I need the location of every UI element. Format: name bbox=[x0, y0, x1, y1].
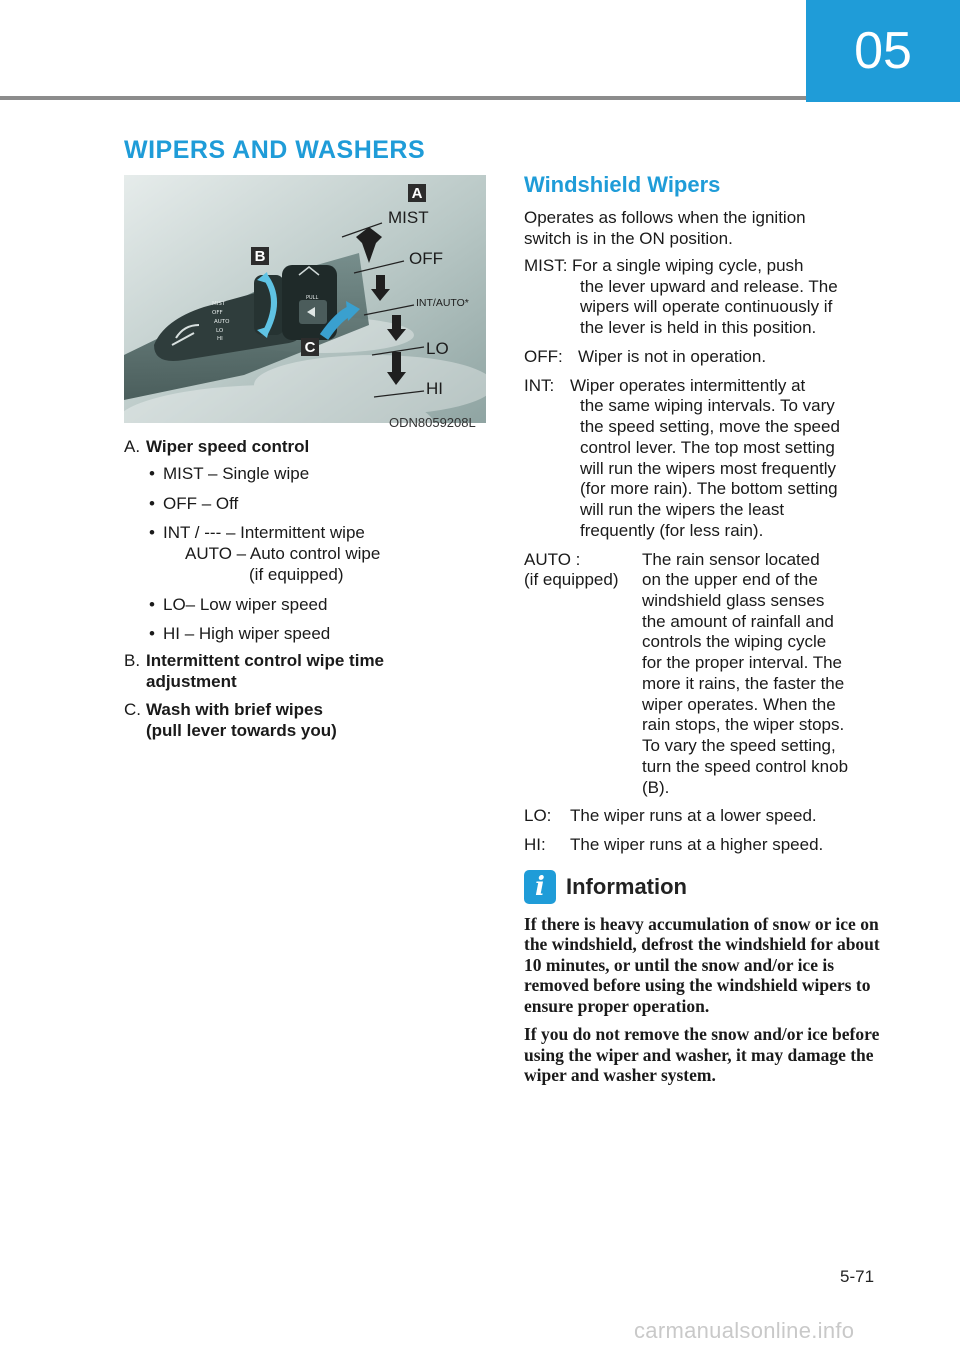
information-paragraph: If you do not remove the snow and/or ice before using the wiper and washer, it may damage the wiper and washer system. bbox=[524, 1024, 880, 1086]
def-int bbox=[524, 376, 894, 542]
def-desc: Wiper is not in operation. bbox=[578, 346, 767, 366]
option-off: OFF – Off bbox=[163, 493, 239, 513]
list-title: Wiper speed control bbox=[146, 437, 310, 456]
list-letter: A. bbox=[124, 437, 141, 456]
list-item-a bbox=[124, 436, 474, 457]
option-lo: LO– Low wiper speed bbox=[163, 594, 328, 614]
position-mist: MIST bbox=[388, 208, 429, 227]
list-letter: B. bbox=[124, 651, 141, 670]
list-title: Intermittent control wipe time bbox=[146, 651, 385, 670]
def-hi bbox=[524, 835, 894, 856]
def-term: MIST: bbox=[524, 256, 568, 275]
chapter-number: 05 bbox=[806, 0, 960, 102]
position-hi: HI bbox=[426, 379, 443, 398]
wiper-lever-illustration bbox=[124, 175, 486, 423]
position-lo: LO bbox=[426, 339, 449, 358]
callout-b: B bbox=[254, 248, 266, 265]
information-title: Information bbox=[566, 874, 687, 899]
list-title: Wash with brief wipes bbox=[146, 699, 323, 719]
callout-a: A bbox=[411, 185, 423, 202]
def-mist bbox=[524, 256, 894, 339]
def-term: AUTO : (if equipped) bbox=[524, 549, 619, 590]
control-list bbox=[124, 436, 474, 747]
bullet-icon: • bbox=[149, 493, 155, 513]
list-title-cont: adjustment bbox=[146, 672, 237, 692]
section-title: WIPERS AND WASHERS bbox=[124, 136, 426, 164]
def-term: OFF: bbox=[524, 346, 563, 366]
mode-definitions bbox=[524, 256, 894, 864]
information-body bbox=[524, 914, 884, 1094]
def-term: LO: bbox=[524, 806, 552, 826]
callout-c: C bbox=[304, 339, 316, 356]
information-header bbox=[524, 870, 687, 904]
bullet-icon: • bbox=[149, 594, 155, 614]
def-term: HI: bbox=[524, 835, 546, 855]
figure-code: ODN8059208L bbox=[389, 415, 476, 430]
list-letter: C. bbox=[124, 699, 141, 719]
def-auto bbox=[524, 550, 894, 799]
list-item-c bbox=[124, 699, 474, 742]
list-title-cont: (pull lever towards you) bbox=[146, 720, 337, 740]
def-lo bbox=[524, 806, 894, 827]
information-paragraph: If there is heavy accumulation of snow or ice on the windshield, defrost the windshield for about 10 minutes, or until the snow and/or ice is removed before using the windshield wipers to ensure proper operation. bbox=[524, 914, 880, 1016]
page-number: 5-71 bbox=[840, 1267, 875, 1286]
speed-options bbox=[124, 463, 474, 644]
lever-mark-auto: AUTO bbox=[214, 319, 230, 325]
position-int-auto: INT/AUTO* bbox=[416, 297, 469, 309]
intro-line: switch is in the ON position. bbox=[524, 229, 733, 249]
option-auto: AUTO – Auto control wipe bbox=[185, 544, 381, 563]
def-desc: For a single wiping cycle, push the lever upward and release. The wipers will operate continuously if the lever is held in this position. bbox=[572, 256, 838, 338]
def-desc: The rain sensor located on the upper end of the windshield glass senses the amount of rainfall and controls the wiping cycle for the proper interval. The more it rains, the faster the wiper operates. When the rain stops, the wiper stops. To vary the speed setting, turn the speed control knob (B). bbox=[642, 549, 849, 797]
lever-mark-off: OFF bbox=[212, 310, 223, 316]
option-hi: HI – High wiper speed bbox=[163, 623, 331, 643]
lever-mark-pull: PULL bbox=[306, 295, 319, 301]
bullet-icon: • bbox=[149, 522, 155, 542]
lever-mark-hi: HI bbox=[217, 336, 223, 342]
intro-text bbox=[524, 207, 894, 250]
option-auto-note: (if equipped) bbox=[249, 565, 344, 585]
lever-mark-mist: MIST bbox=[212, 301, 226, 307]
def-term: INT: bbox=[524, 375, 555, 395]
intro-line: Operates as follows when the ignition bbox=[524, 208, 806, 227]
position-off: OFF bbox=[409, 249, 443, 268]
subsection-title: Windshield Wipers bbox=[524, 172, 721, 197]
def-desc: The wiper runs at a lower speed. bbox=[570, 806, 817, 826]
info-icon: i bbox=[524, 870, 556, 904]
def-desc: Wiper operates intermittently at the same wiping intervals. To vary the speed setting, move the speed control lever. The top most setting will run the wipers most frequently (for more rain). The bottom setting will run the wipers the least frequently (for less rain). bbox=[570, 375, 840, 540]
option-mist: MIST – Single wipe bbox=[163, 464, 310, 484]
def-off bbox=[524, 347, 894, 368]
list-item-b bbox=[124, 650, 474, 693]
lever-mark-lo: LO bbox=[216, 328, 224, 334]
bullet-icon: • bbox=[149, 464, 155, 484]
option-int: INT / --- – Intermittent wipe bbox=[163, 522, 365, 542]
bullet-icon: • bbox=[149, 623, 155, 643]
def-desc: The wiper runs at a higher speed. bbox=[570, 835, 824, 855]
header-rule bbox=[0, 96, 806, 100]
watermark: carmanualsonline.info bbox=[634, 1318, 855, 1343]
